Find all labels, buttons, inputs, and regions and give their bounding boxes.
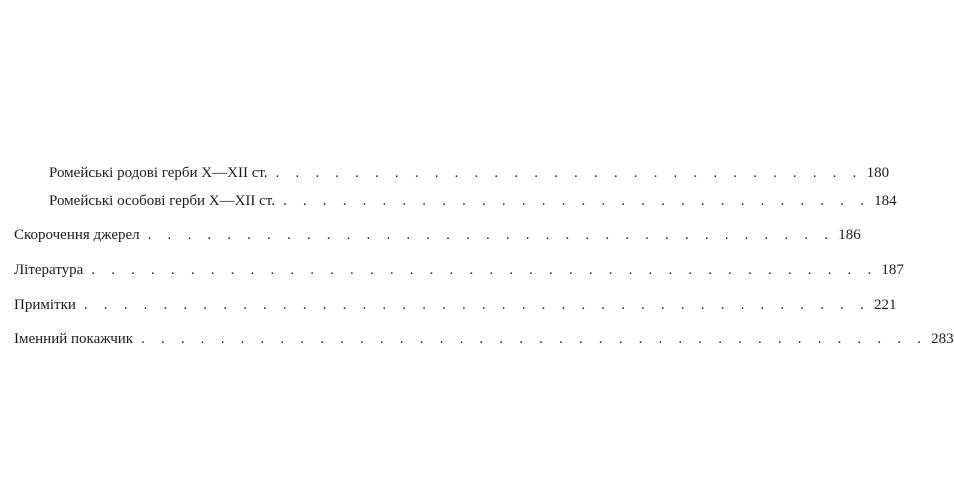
- toc-entry-title: Скорочення джерел: [14, 227, 140, 243]
- toc-entry-page: 283: [931, 331, 954, 347]
- toc-entry-title: Примітки: [14, 297, 76, 313]
- toc-entry: [14, 329, 954, 349]
- dot-leader: . . . . . . . . . . . . . . . . . . . . . . . . . . . . . .: [283, 193, 871, 209]
- dot-leader: . . . . . . . . . . . . . . . . . . . . . . . . . . . . . . . . . . . . . . . .: [83, 297, 870, 313]
- toc-entry-title: Література: [14, 262, 84, 278]
- dot-leader: . . . . . . . . . . . . . . . . . . . . . . . . . . . . . . . . . . .: [147, 227, 835, 243]
- dot-leader: . . . . . . . . . . . . . . . . . . . . . . . . . . . . . . . . . . . . . . . .: [91, 262, 878, 278]
- toc-entry: [14, 225, 861, 245]
- toc-entry-title: Ромейські особові герби X—XII ст.: [49, 193, 275, 209]
- toc-entry: [14, 295, 897, 315]
- toc-entry-title: Ромейські родові герби X—XII ст.: [49, 165, 268, 181]
- dot-leader: . . . . . . . . . . . . . . . . . . . . . . . . . . . . . .: [275, 165, 863, 181]
- toc-entry-page: 184: [874, 193, 897, 209]
- toc-entry-page: 187: [881, 262, 904, 278]
- toc-entry-title: Іменний покажчик: [14, 331, 134, 347]
- toc-entry-page: 221: [873, 297, 897, 313]
- dot-leader: . . . . . . . . . . . . . . . . . . . . . . . . . . . . . . . . . . . . . . . .: [141, 331, 928, 347]
- toc-entry-page: 186: [838, 227, 861, 243]
- toc-entry: [14, 260, 904, 280]
- toc-entry: [49, 163, 890, 183]
- toc-entry-page: 180: [866, 165, 890, 181]
- toc-entry: [49, 191, 897, 211]
